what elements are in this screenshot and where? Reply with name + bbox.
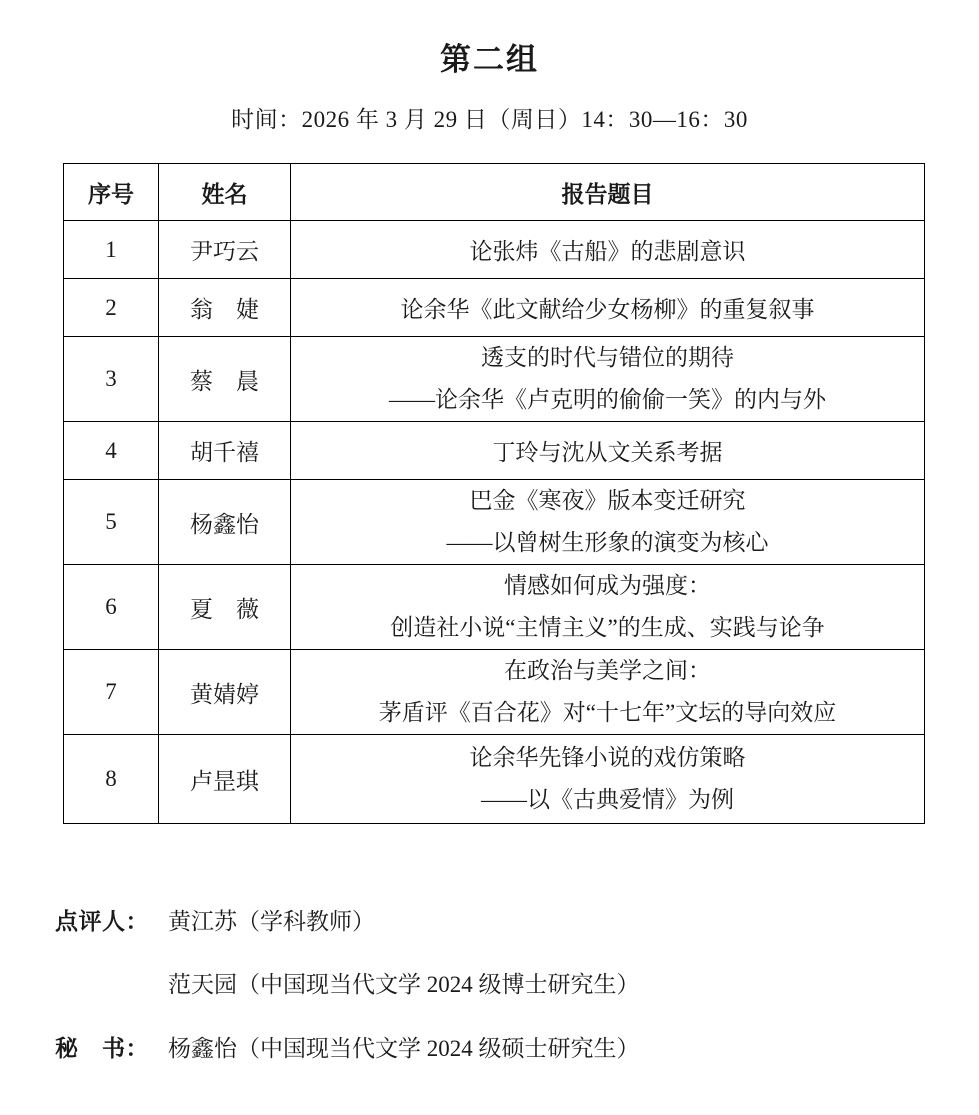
presenter-name: 夏 薇 <box>159 565 291 650</box>
commentator-1: 黄江苏（学科教师） <box>168 909 375 934</box>
report-title <box>291 337 925 422</box>
report-title <box>291 735 925 824</box>
report-title <box>291 480 925 565</box>
table-row <box>64 221 925 279</box>
presenter-name: 杨鑫怡 <box>159 480 291 565</box>
row-number: 2 <box>64 279 159 337</box>
table-row <box>64 565 925 650</box>
presenter-name: 翁 婕 <box>159 279 291 337</box>
report-title-line: 丁玲与沈从文关系考据 <box>492 440 723 465</box>
secretary: 杨鑫怡（中国现当代文学 2024 级硕士研究生） <box>168 1036 640 1061</box>
table-row <box>64 279 925 337</box>
commentator-2: 范天园（中国现当代文学 2024 级博士研究生） <box>168 972 640 997</box>
row-number: 3 <box>64 337 159 422</box>
page-title: 第二组 <box>440 42 539 77</box>
presenter-name: 胡千禧 <box>159 422 291 480</box>
report-title-line: ——以《古典爱情》为例 <box>481 787 734 812</box>
table-row <box>64 480 925 565</box>
presenter-name: 蔡 晨 <box>159 337 291 422</box>
presenter-name: 卢昰琪 <box>159 735 291 824</box>
table-row <box>64 735 925 824</box>
schedule-table-body <box>64 221 925 824</box>
table-row <box>64 650 925 735</box>
row-number: 6 <box>64 565 159 650</box>
secretary-line <box>55 1030 640 1063</box>
report-title-line: ——以曾树生形象的演变为核心 <box>446 530 769 555</box>
secretary-label: 秘 书： <box>55 1036 149 1061</box>
report-title-line: 在政治与美学之间： <box>504 658 711 683</box>
report-title-line: 茅盾评《百合花》对“十七年”文坛的导向效应 <box>378 700 837 725</box>
row-number: 5 <box>64 480 159 565</box>
report-title-line: 情感如何成为强度： <box>504 573 711 598</box>
report-title <box>291 279 925 337</box>
session-time: 时间：2026 年 3 月 29 日（周日）14：30—16：30 <box>231 107 748 132</box>
row-number: 1 <box>64 221 159 279</box>
row-number: 7 <box>64 650 159 735</box>
report-title-line: 论余华先锋小说的戏仿策略 <box>469 745 746 770</box>
commentator-line-2 <box>55 966 640 999</box>
table-header-row <box>64 164 925 221</box>
report-title <box>291 565 925 650</box>
commentator-line-1 <box>55 903 375 936</box>
report-title <box>291 221 925 279</box>
report-title-line: 创造社小说“主情主义”的生成、实践与论争 <box>390 615 825 640</box>
commentator-label: 点评人： <box>55 909 149 934</box>
schedule-table <box>63 163 925 824</box>
report-title-line: 巴金《寒夜》版本变迁研究 <box>469 488 746 513</box>
report-title <box>291 650 925 735</box>
report-title-line: 论张炜《古船》的悲剧意识 <box>469 239 746 264</box>
report-title-line: 论余华《此文献给少女杨柳》的重复叙事 <box>400 297 815 322</box>
presenter-name: 黄婧婷 <box>159 650 291 735</box>
row-number: 4 <box>64 422 159 480</box>
report-title-line: ——论余华《卢克明的偷偷一笑》的内与外 <box>389 387 826 412</box>
report-title <box>291 422 925 480</box>
header-name: 姓名 <box>159 164 291 221</box>
header-title: 报告题目 <box>291 164 925 221</box>
report-title-line: 透支的时代与错位的期待 <box>481 345 734 370</box>
table-row <box>64 422 925 480</box>
presenter-name: 尹巧云 <box>159 221 291 279</box>
row-number: 8 <box>64 735 159 824</box>
header-no: 序号 <box>64 164 159 221</box>
table-row <box>64 337 925 422</box>
